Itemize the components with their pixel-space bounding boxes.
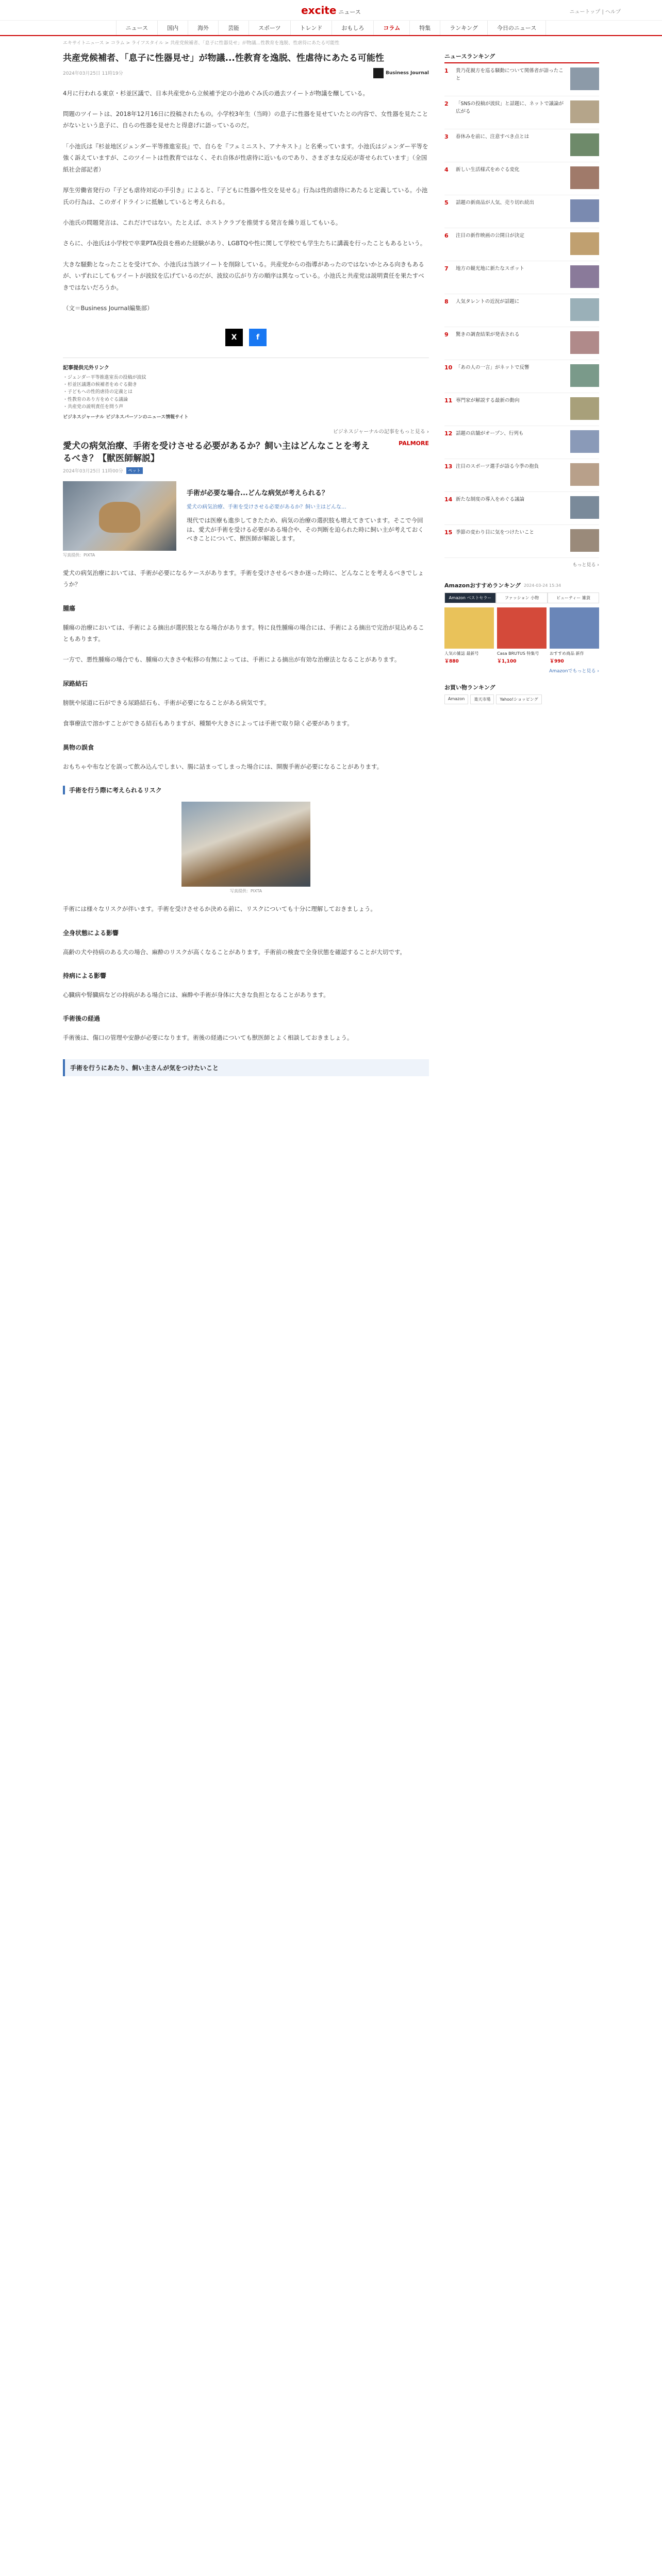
nav-item[interactable]: 芸能 [218, 21, 249, 35]
amazon-more-link[interactable]: Amazonでもっと見る › [549, 669, 599, 674]
breadcrumb[interactable]: エキサイトニュース > コラム > ライフスタイル > 共産党候補者、「息子に性器見せ」が物議...性教育を逸脱、性虐待にあたる可能性 [63, 41, 340, 46]
amazon-item-title[interactable]: おすすめ商品 新作 [550, 651, 584, 656]
amazon-item-image[interactable] [497, 607, 547, 649]
amazon-items [444, 607, 599, 664]
article-date: 2024年03月25日 11時19分 [63, 71, 123, 77]
ranking-title[interactable]: 春休みを前に、注意すべき点とは [456, 134, 529, 140]
amazon-date: 2024-03-24 15:34 [523, 583, 561, 588]
more-articles-link[interactable]: ビジネスジャーナルの記事をもっと見る › [333, 429, 429, 435]
ranking-number: 7 [444, 265, 449, 272]
shop-heading: お買い物ランキング [444, 684, 495, 691]
top-bar [0, 0, 662, 21]
related-heading: 記事提供元外リンク [63, 365, 109, 371]
source-logo-icon [373, 68, 384, 78]
ranking-item[interactable] [444, 129, 599, 162]
ranking-item[interactable] [444, 525, 599, 558]
ranking-title[interactable]: 季節の変わり目に気をつけたいこと [456, 530, 535, 535]
ranking-item[interactable] [444, 228, 599, 261]
article-paragraph: 4月に行われる東京・杉並区議で、日本共産党から立候補予定の小池めぐみ氏の過去ツイートが物議を醸している。 [63, 89, 369, 97]
shop-tabs [444, 694, 599, 704]
hero-lead: 現代では医療も進歩してきたため、病気の治療の選択肢も増えてきています。そこで今回は、愛犬が手術を受ける必要がある場合や、その判断を迫られた時に飼い主が考えておくべきことについて、獣医師が解説します。 [187, 517, 424, 542]
section-paragraph: 手術後は、傷口の管理や安静が必要になります。術後の経過についても獣医師とよく相談しておきましょう。 [63, 1034, 353, 1042]
ranking-item[interactable] [444, 162, 599, 195]
related-link[interactable]: ・ 子どもへの性的虐待の定義とは [63, 388, 429, 396]
nav-item[interactable]: トレンド [290, 21, 332, 35]
hero-heading: 手術が必要な場合...どんな病気が考えられる？ [187, 489, 328, 497]
ranking-title[interactable]: 驚きの調査結果が発表される [456, 332, 520, 337]
ranking-number: 4 [444, 166, 449, 173]
amazon-heading-row [444, 581, 599, 589]
ranking-title[interactable]: 地方の観光地に新たなスポット [456, 266, 525, 272]
section-paragraph: 腫瘍の治療においては、手術による摘出が選択肢となる場合があります。特に良性腫瘍の場合には、手術による摘出で完治が見込めることもあります。 [63, 623, 424, 643]
article-title: 共産党候補者、「息子に性器見せ」が物議...性教育を逸脱、性虐待にあたる可能性 [63, 53, 384, 63]
ranking-thumbnail[interactable] [570, 166, 599, 189]
shop-tab[interactable]: Yahoo!ショッピング [496, 694, 541, 704]
hero-caption: 写真提供：PIXTA [63, 552, 95, 557]
section-heading: 尿路結石 [63, 680, 88, 687]
section-heading: 腫瘍 [63, 604, 76, 612]
article2-source-logo[interactable]: PALMORE [399, 439, 429, 447]
ranking-thumbnail[interactable] [570, 364, 599, 387]
amazon-tab[interactable]: Amazon ベストセラー [444, 592, 496, 603]
amazon-item[interactable] [550, 607, 599, 664]
ranking-thumbnail[interactable] [570, 331, 599, 354]
article-body [63, 88, 429, 293]
ranking-title[interactable]: 新たな制度の導入をめぐる議論 [456, 497, 525, 502]
nav-item[interactable]: ニュース [116, 21, 157, 35]
section-paragraph: 心臓病や腎臓病などの持病がある場合には、麻酔や手術が身体に大きな負担となることがあります。 [63, 991, 329, 998]
ranking-item[interactable] [444, 195, 599, 228]
ranking-thumbnail[interactable] [570, 265, 599, 288]
article2-sections [63, 604, 429, 1076]
nav-item[interactable]: 特集 [409, 21, 440, 35]
shop-tab[interactable]: 楽天市場 [470, 694, 494, 704]
related-footer[interactable]: ビジネスジャーナル ビジネスパーソンのニュース情報サイト [63, 414, 189, 420]
nav-item[interactable]: 国内 [157, 21, 188, 35]
section-paragraph: 一方で、悪性腫瘍の場合でも、腫瘍の大きさや転移の有無によっては、手術による摘出が有効な治療法となることがあります。 [63, 656, 401, 664]
ranking-number: 15 [444, 529, 453, 536]
article-secondary [63, 440, 429, 1076]
ranking-thumbnail[interactable] [570, 430, 599, 453]
ranking-title[interactable]: 新しい生活様式をめぐる変化 [456, 167, 520, 173]
article-paragraph: 厚生労働省発行の『子ども虐待対応の手引き』によると、『子どもに性器や性交を見せる』行為は性的虐待にあたると定義している。小池氏の行為は、このガイドラインに抵触していると考えられる。 [63, 187, 428, 206]
ranking-item[interactable] [444, 294, 599, 327]
ranking-item[interactable] [444, 459, 599, 492]
shop-tab[interactable]: Amazon [444, 694, 468, 704]
article2-intro: 愛犬の病気治療においては、手術が必要になるケースがあります。手術を受けさせるべきか迷った時に、どんなことを考えるべきでしょうか？ [63, 569, 424, 588]
article-paragraph: 大きな騒動となったことを受けてか、小池氏は当該ツイートを削除している。共産党からの指導があったのではないかとみる向きもあるが、いずれにしてもツイートが波紋を広げているのだが、波紋の広がり方の順序は異なっている。小池氏と共産党は説明責任を果たすべきではないだろうか。 [63, 260, 424, 291]
ranking-item[interactable] [444, 360, 599, 393]
ranking-title[interactable]: 注目の新作映画の公開日が決定 [456, 233, 525, 239]
section-heading: 異物の誤食 [63, 743, 94, 751]
ranking-number: 10 [444, 364, 453, 371]
article-paragraph: 問題のツイートは、2018年12月16日に投稿されたもの。小学校3年生（当時）の息子に性器を見せていたとの内容で、女性器を見たことがないという息子に、自らの性器を見せたと得意げに語っているのだ。 [63, 110, 428, 129]
related-link[interactable]: ・ 共産党の説明責任を問う声 [63, 403, 429, 411]
ranking-more-link[interactable]: もっと見る › [572, 563, 599, 568]
amazon-item-price: ￥1,100 [497, 659, 517, 665]
share-facebook-button[interactable]: f [249, 329, 267, 346]
ranking-thumbnail[interactable] [570, 67, 599, 90]
ranking-number: 1 [444, 67, 449, 74]
ranking-thumbnail[interactable] [570, 463, 599, 486]
ranking-title[interactable]: 「あの人の一言」がネットで反響 [456, 365, 529, 370]
ranking-title[interactable]: 「SNSの投稿が波紋」と話題に、ネットで議論が広がる [456, 101, 564, 114]
section-paragraph: おもちゃや布などを誤って飲み込んでしまい、腸に詰まってしまった場合には、開腹手術が必要になることがあります。 [63, 762, 383, 770]
ranking-item[interactable] [444, 96, 599, 129]
article2-title: 愛犬の病気治療、手術を受けさせる必要があるか？飼い主はどんなことを考えるべき？【獣医師解説】 [63, 440, 370, 464]
ranking-heading: ニュースランキング [444, 52, 599, 63]
ranking-number: 14 [444, 496, 453, 503]
hero-link[interactable]: 愛犬の病気治療、手術を受けさせる必要があるか？飼い主はどんな... [187, 504, 346, 511]
share-x-button[interactable]: X [225, 329, 243, 346]
top-links[interactable]: ニュートップ | ヘルプ [569, 9, 621, 15]
ranking-item[interactable] [444, 63, 599, 96]
site-logo[interactable]: excite ニュース [301, 4, 361, 16]
amazon-item[interactable] [497, 607, 547, 664]
sidebar [444, 50, 599, 1076]
article-paragraph: 「小池氏は『杉並地区ジェンダー平等推進室長』で、自らを『フェミニスト、アナキスト』と名乗っています。小池氏はジェンダー平等を強く訴えていますが、このツイートは性教育ではなく、それ自体が性虐待に近いものであり、さまざまな反応が寄せられています」（全国紙社会部記者） [63, 142, 428, 173]
ranking-thumbnail[interactable] [570, 496, 599, 519]
main-content [63, 50, 429, 1076]
ranking-number: 9 [444, 331, 449, 338]
category-badge[interactable]: ペット [126, 467, 143, 474]
section-paragraph: 食事療法で溶かすことができる結石もありますが、種類や大きさによっては手術で取り除く必要があります。 [63, 720, 353, 727]
amazon-item-title[interactable]: 人気の雑誌 最新号 [444, 651, 479, 656]
source-logo[interactable]: Business Journal [373, 68, 429, 78]
nav-item[interactable]: ランキング [440, 21, 487, 35]
ranking-number: 6 [444, 232, 449, 239]
nav-item[interactable]: 海外 [188, 21, 218, 35]
ranking-number: 12 [444, 430, 453, 437]
amazon-item-price: ￥880 [444, 659, 459, 665]
ranking-number: 2 [444, 100, 449, 107]
ranking-item[interactable] [444, 492, 599, 525]
ranking-title[interactable]: 専門家が解説する最新の動向 [456, 398, 520, 403]
ranking-thumbnail[interactable] [570, 397, 599, 420]
ranking-thumbnail[interactable] [570, 298, 599, 321]
article2-date: 2024年03月25日 11時00分 [63, 468, 123, 474]
section-paragraph: 高齢の犬や持病のある犬の場合、麻酔のリスクが高くなることがあります。手術前の検査で全身状態を確認することが大切です。 [63, 948, 406, 956]
ranking-title[interactable]: 話題の店舗がオープン、行列も [456, 431, 524, 436]
ranking-thumbnail[interactable] [570, 199, 599, 222]
ranking-title[interactable]: 話題の新商品が人気、売り切れ続出 [456, 200, 535, 206]
section-heading: 持病による影響 [63, 972, 107, 979]
section-paragraph: 膀胱や尿道に石ができる尿路結石も、手術が必要になることがある病気です。 [63, 699, 270, 706]
ranking-number: 8 [444, 298, 449, 305]
section-figure [181, 802, 310, 894]
section-heading: 全身状態による影響 [63, 929, 119, 937]
amazon-tab[interactable]: ビューティー 雑貨 [548, 592, 599, 603]
article-paragraph: 小池氏の問題発言は、これだけではない。たとえば、ホストクラブを推奨する発言を繰り返してもいる。 [63, 219, 342, 227]
amazon-item-price: ￥990 [550, 659, 564, 665]
ranking-item[interactable] [444, 261, 599, 294]
nav-item[interactable]: おもしろ [332, 21, 373, 35]
ranking-item[interactable] [444, 426, 599, 459]
dog-exam-image [181, 802, 310, 887]
amazon-item-image[interactable] [550, 607, 599, 649]
section-paragraph: 手術には様々なリスクが伴います。手術を受けさせるか決める前に、リスクについても十分に理解しておきましょう。 [63, 905, 376, 913]
section-heading: 手術を行うにあたり、飼い主さんが気をつけたいこと [63, 1059, 429, 1076]
article-paragraph: さらに、小池氏は小学校で卒業PTA役員を務めた経験があり、LGBTQや性に関して学校でも学生たちに講義を行ったこともあるという。 [63, 240, 426, 247]
related-link[interactable]: ・ ジェンダー平等推進室長の投稿が波紋 [63, 374, 429, 381]
ranking-thumbnail[interactable] [570, 133, 599, 156]
article-credit: （文＝Business Journal編集部） [63, 304, 153, 312]
section-heading: 手術後の経過 [63, 1015, 101, 1023]
figure-caption: 写真提供：PIXTA [229, 889, 262, 894]
ranking-list [444, 63, 599, 558]
related-link[interactable]: ・ 杉並区議選の候補者をめぐる動き [63, 381, 429, 388]
ranking-number: 11 [444, 397, 453, 404]
ranking-thumbnail[interactable] [570, 529, 599, 552]
amazon-tab[interactable]: ファッション 小物 [496, 592, 548, 603]
amazon-item-title[interactable]: Casa BRUTUS 特集号 [497, 651, 539, 656]
ranking-title[interactable]: 人気タレントの近況が話題に [456, 299, 520, 304]
ranking-title[interactable]: 注目のスポーツ選手が語る今季の抱負 [456, 464, 539, 469]
amazon-tabs [444, 592, 599, 603]
amazon-item-image[interactable] [444, 607, 494, 649]
article-primary [63, 52, 429, 435]
ranking-number: 5 [444, 199, 449, 206]
ranking-thumbnail[interactable] [570, 232, 599, 255]
ranking-number: 3 [444, 133, 449, 140]
ranking-number: 13 [444, 463, 453, 470]
ranking-item[interactable] [444, 327, 599, 360]
nav-item[interactable]: スポーツ [249, 21, 290, 35]
related-links [63, 358, 429, 420]
ranking-item[interactable] [444, 393, 599, 426]
ranking-thumbnail[interactable] [570, 100, 599, 123]
share-buttons [63, 329, 429, 346]
nav-item[interactable]: コラム [373, 21, 409, 35]
related-link[interactable]: ・ 性教育のあり方をめぐる議論 [63, 396, 429, 403]
amazon-heading: Amazonおすすめランキング [444, 582, 521, 589]
ranking-title[interactable]: 貴乃花親方を巡る騒動について関係者が語ったこと [456, 68, 564, 81]
amazon-item[interactable] [444, 607, 494, 664]
nav-item[interactable]: 今日のニュース [487, 21, 546, 35]
global-nav [0, 21, 662, 36]
section-heading: 手術を行う際に考えられるリスク [63, 786, 429, 794]
hero-dog-image [63, 481, 176, 551]
